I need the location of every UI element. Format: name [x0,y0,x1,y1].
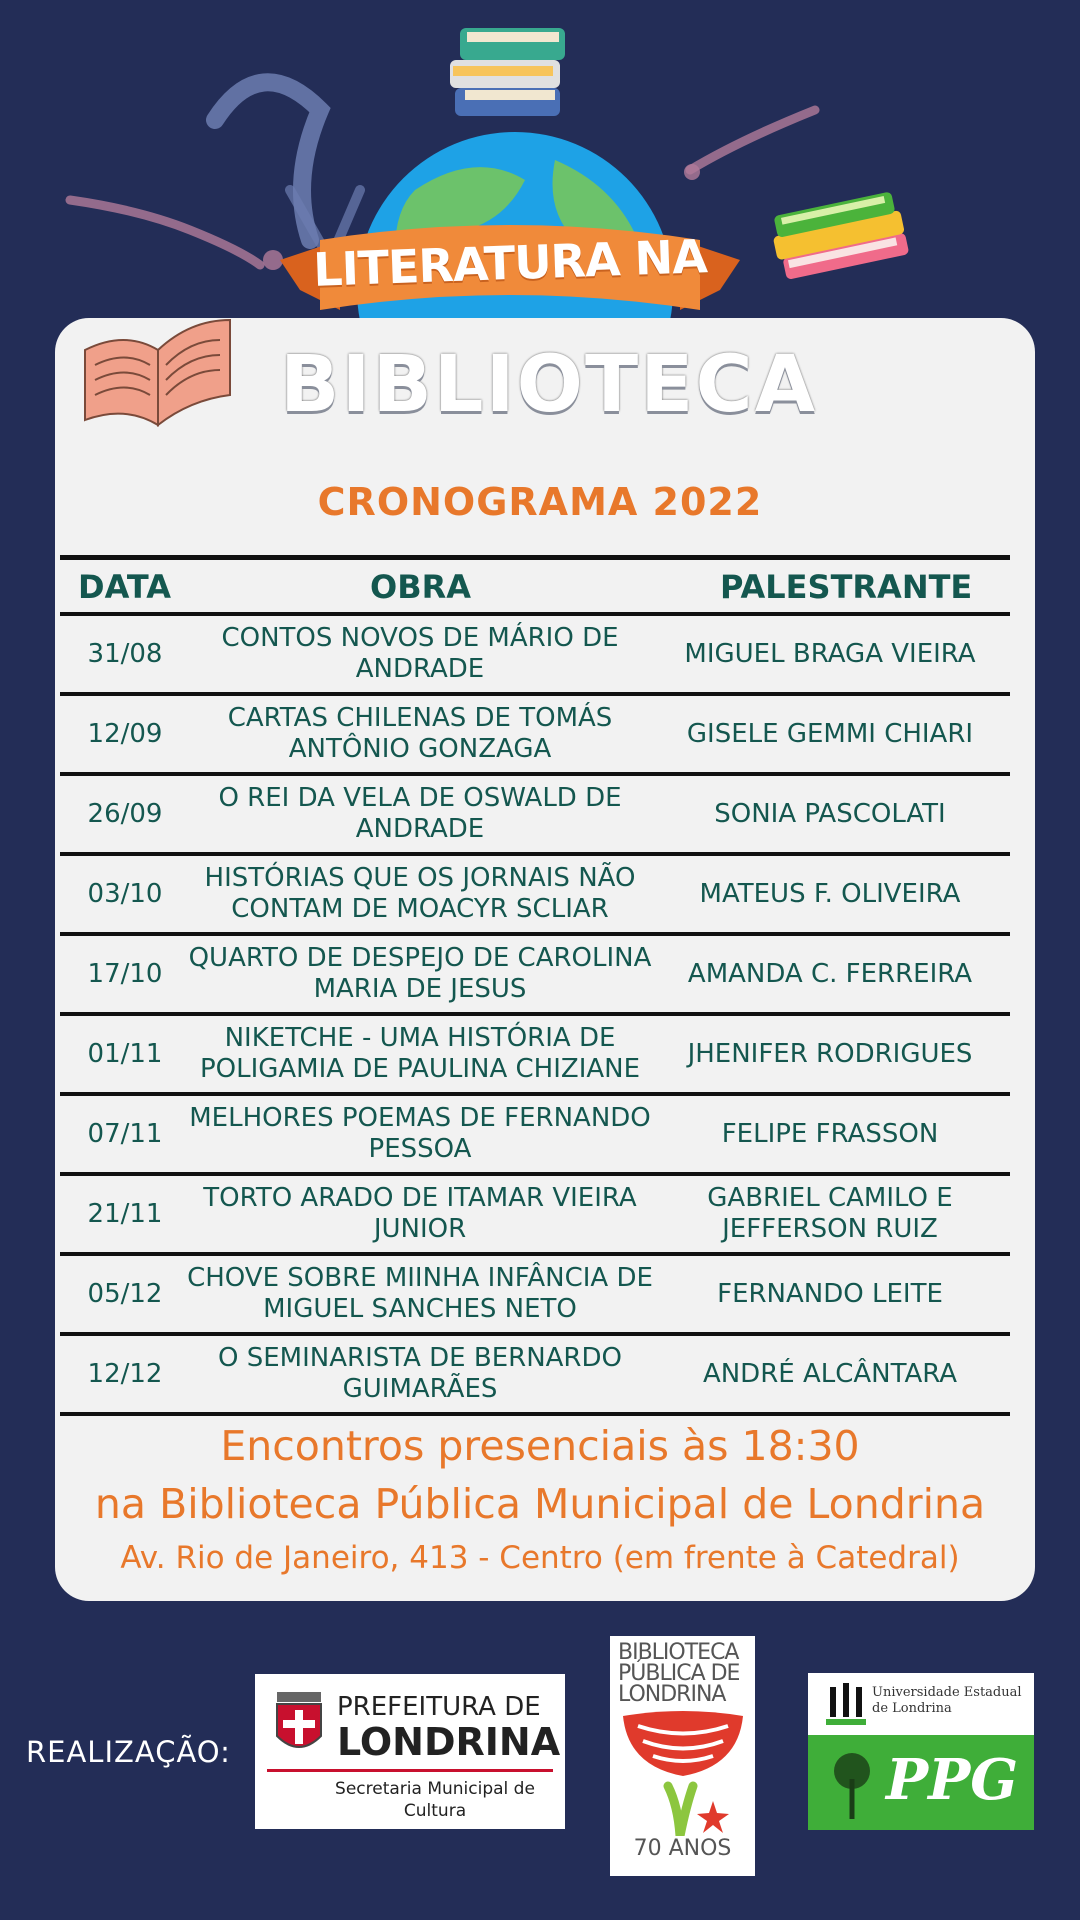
table-row [60,1096,1010,1176]
tree-icon [822,1749,882,1819]
prefeitura-logo [255,1674,565,1829]
row-speaker: JHENIFER RODRIGUES [687,1038,973,1069]
biblioteca-name: BIBLIOTECA PÚBLICA DE LONDRINA [618,1640,740,1707]
row-speaker: FERNANDO LEITE [717,1278,943,1309]
footer-address: Av. Rio de Janeiro, 413 - Centro (em frente à Catedral) [120,1540,960,1576]
row-date: 05/12 [87,1278,163,1309]
table-row [60,1176,1010,1256]
table-row [60,1016,1010,1096]
column-header-speaker: PALESTRANTE [720,568,973,606]
prefeitura-line2: LONDRINA [337,1720,561,1764]
prefeitura-line1: PREFEITURA DE [337,1692,541,1722]
column-header-date: DATA [78,568,171,606]
table-row [60,696,1010,776]
schedule-table [60,555,1010,1416]
row-date: 03/10 [87,878,163,909]
row-speaker: AMANDA C. FERREIRA [687,958,973,989]
flower-logo-icon [618,1706,748,1836]
row-work: QUARTO DE DESPEJO DE CAROLINA MARIA DE JESUS [188,943,652,1004]
prefeitura-rule [267,1769,553,1772]
table-row [60,616,1010,696]
row-date: 07/11 [87,1118,163,1149]
row-work: O SEMINARISTA DE BERNARDO GUIMARÃES [218,1343,622,1404]
row-work: HISTÓRIAS QUE OS JORNAIS NÃO CONTAM DE MOACYR SCLIAR [204,863,636,924]
biblioteca-logo [610,1636,755,1876]
row-work: CARTAS CHILENAS DE TOMÁS ANTÔNIO GONZAGA [227,703,613,764]
row-speaker: MATEUS F. OLIVEIRA [699,878,961,909]
column-header-work: OBRA [370,568,471,606]
table-row [60,856,1010,936]
row-date: 26/09 [87,798,163,829]
books-right-icon [765,190,925,290]
row-date: 31/08 [87,638,163,669]
row-work: CONTOS NOVOS DE MÁRIO DE ANDRADE [221,623,619,684]
row-work: CHOVE SOBRE MIINHA INFÂNCIA DE MIGUEL SANCHES NETO [187,1263,653,1324]
uel-ppg-mark: PPG [886,1747,1019,1813]
chalk-squiggle-right [670,80,830,190]
title-top: LITERATURA NA [312,229,708,297]
coat-of-arms-icon [269,1688,329,1760]
row-work: O REI DA VELA DE OSWALD DE ANDRADE [218,783,622,844]
row-date: 12/12 [87,1358,163,1389]
uel-ppg-logo [808,1673,1034,1830]
row-speaker: MIGUEL BRAGA VIEIRA [684,638,976,669]
title-main: BIBLIOTECA [280,340,818,430]
biblioteca-anos: 70 ANOS [633,1836,732,1861]
row-date: 01/11 [87,1038,163,1069]
row-date: 12/09 [87,718,163,749]
row-speaker: FELIPE FRASSON [721,1118,939,1149]
row-date: 21/11 [87,1198,163,1229]
uel-ppg-panel [808,1735,1034,1830]
footer-time: Encontros presenciais às 18:30 [220,1422,860,1470]
row-speaker: GABRIEL CAMILO E JEFFERSON RUIZ [707,1183,953,1244]
table-row [60,1336,1010,1416]
realizacao-label: REALIZAÇÃO: [26,1735,231,1769]
row-date: 17/10 [87,958,163,989]
schedule-heading: CRONOGRAMA 2022 [317,480,763,524]
row-speaker: GISELE GEMMI CHIARI [686,718,974,749]
prefeitura-subtitle: Secretaria Municipal de Cultura [335,1779,535,1821]
table-row [60,936,1010,1016]
table-row [60,1256,1010,1336]
row-work: TORTO ARADO DE ITAMAR VIEIRA JUNIOR [203,1183,637,1244]
uel-header [808,1673,1034,1735]
table-header [60,555,1010,616]
table-row [60,776,1010,856]
row-work: NIKETCHE - UMA HISTÓRIA DE POLIGAMIA DE PAULINA CHIZIANE [199,1023,641,1084]
open-book-icon [80,310,235,430]
footer-venue: na Biblioteca Pública Municipal de Londrina [94,1480,986,1528]
row-work: MELHORES POEMAS DE FERNANDO PESSOA [189,1103,651,1164]
uel-emblem-icon [826,1681,866,1727]
book-stack-icon [445,18,575,128]
uel-name: Universidade Estadual de Londrina [872,1685,1022,1716]
row-speaker: SONIA PASCOLATI [714,798,946,829]
row-speaker: ANDRÉ ALCÂNTARA [702,1358,958,1389]
